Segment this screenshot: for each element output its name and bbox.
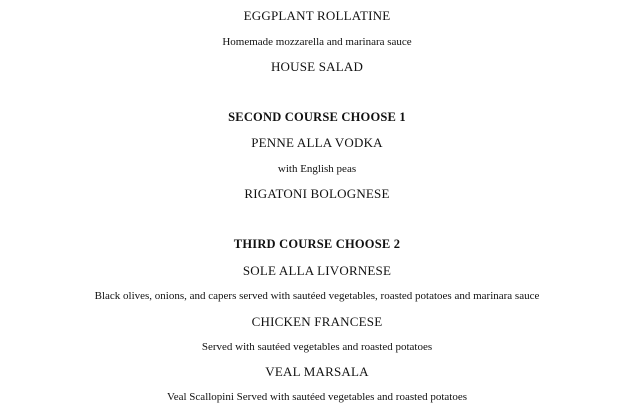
menu-item-description: Served with sautéed vegetables and roasted potatoes	[201, 341, 433, 353]
menu-item-description: Homemade mozzarella and marinara sauce	[222, 36, 412, 48]
course-heading: SECOND COURSE CHOOSE 1	[228, 110, 406, 124]
menu-item-name: PENNE ALLA VODKA	[251, 135, 383, 150]
menu-item-name: CHICKEN FRANCESE	[251, 314, 383, 329]
menu-item-name: HOUSE SALAD	[270, 59, 364, 74]
menu-item-name: SOLE ALLA LIVORNESE	[242, 263, 392, 278]
menu-item-description: Veal Scallopini Served with sautéed vegetables and roasted potatoes	[167, 391, 467, 403]
menu-item-name: EGGPLANT ROLLATINE	[243, 8, 391, 23]
course-heading: THIRD COURSE CHOOSE 2	[233, 237, 401, 251]
menu-item-name: VEAL MARSALA	[265, 364, 369, 379]
menu-item-name: RIGATONI BOLOGNESE	[244, 186, 390, 201]
menu-item-description: Black olives, onions, and capers served with sautéed vegetables, roasted potatoes and marinara sauce	[94, 290, 540, 302]
menu-item-description: with English peas	[277, 163, 357, 175]
